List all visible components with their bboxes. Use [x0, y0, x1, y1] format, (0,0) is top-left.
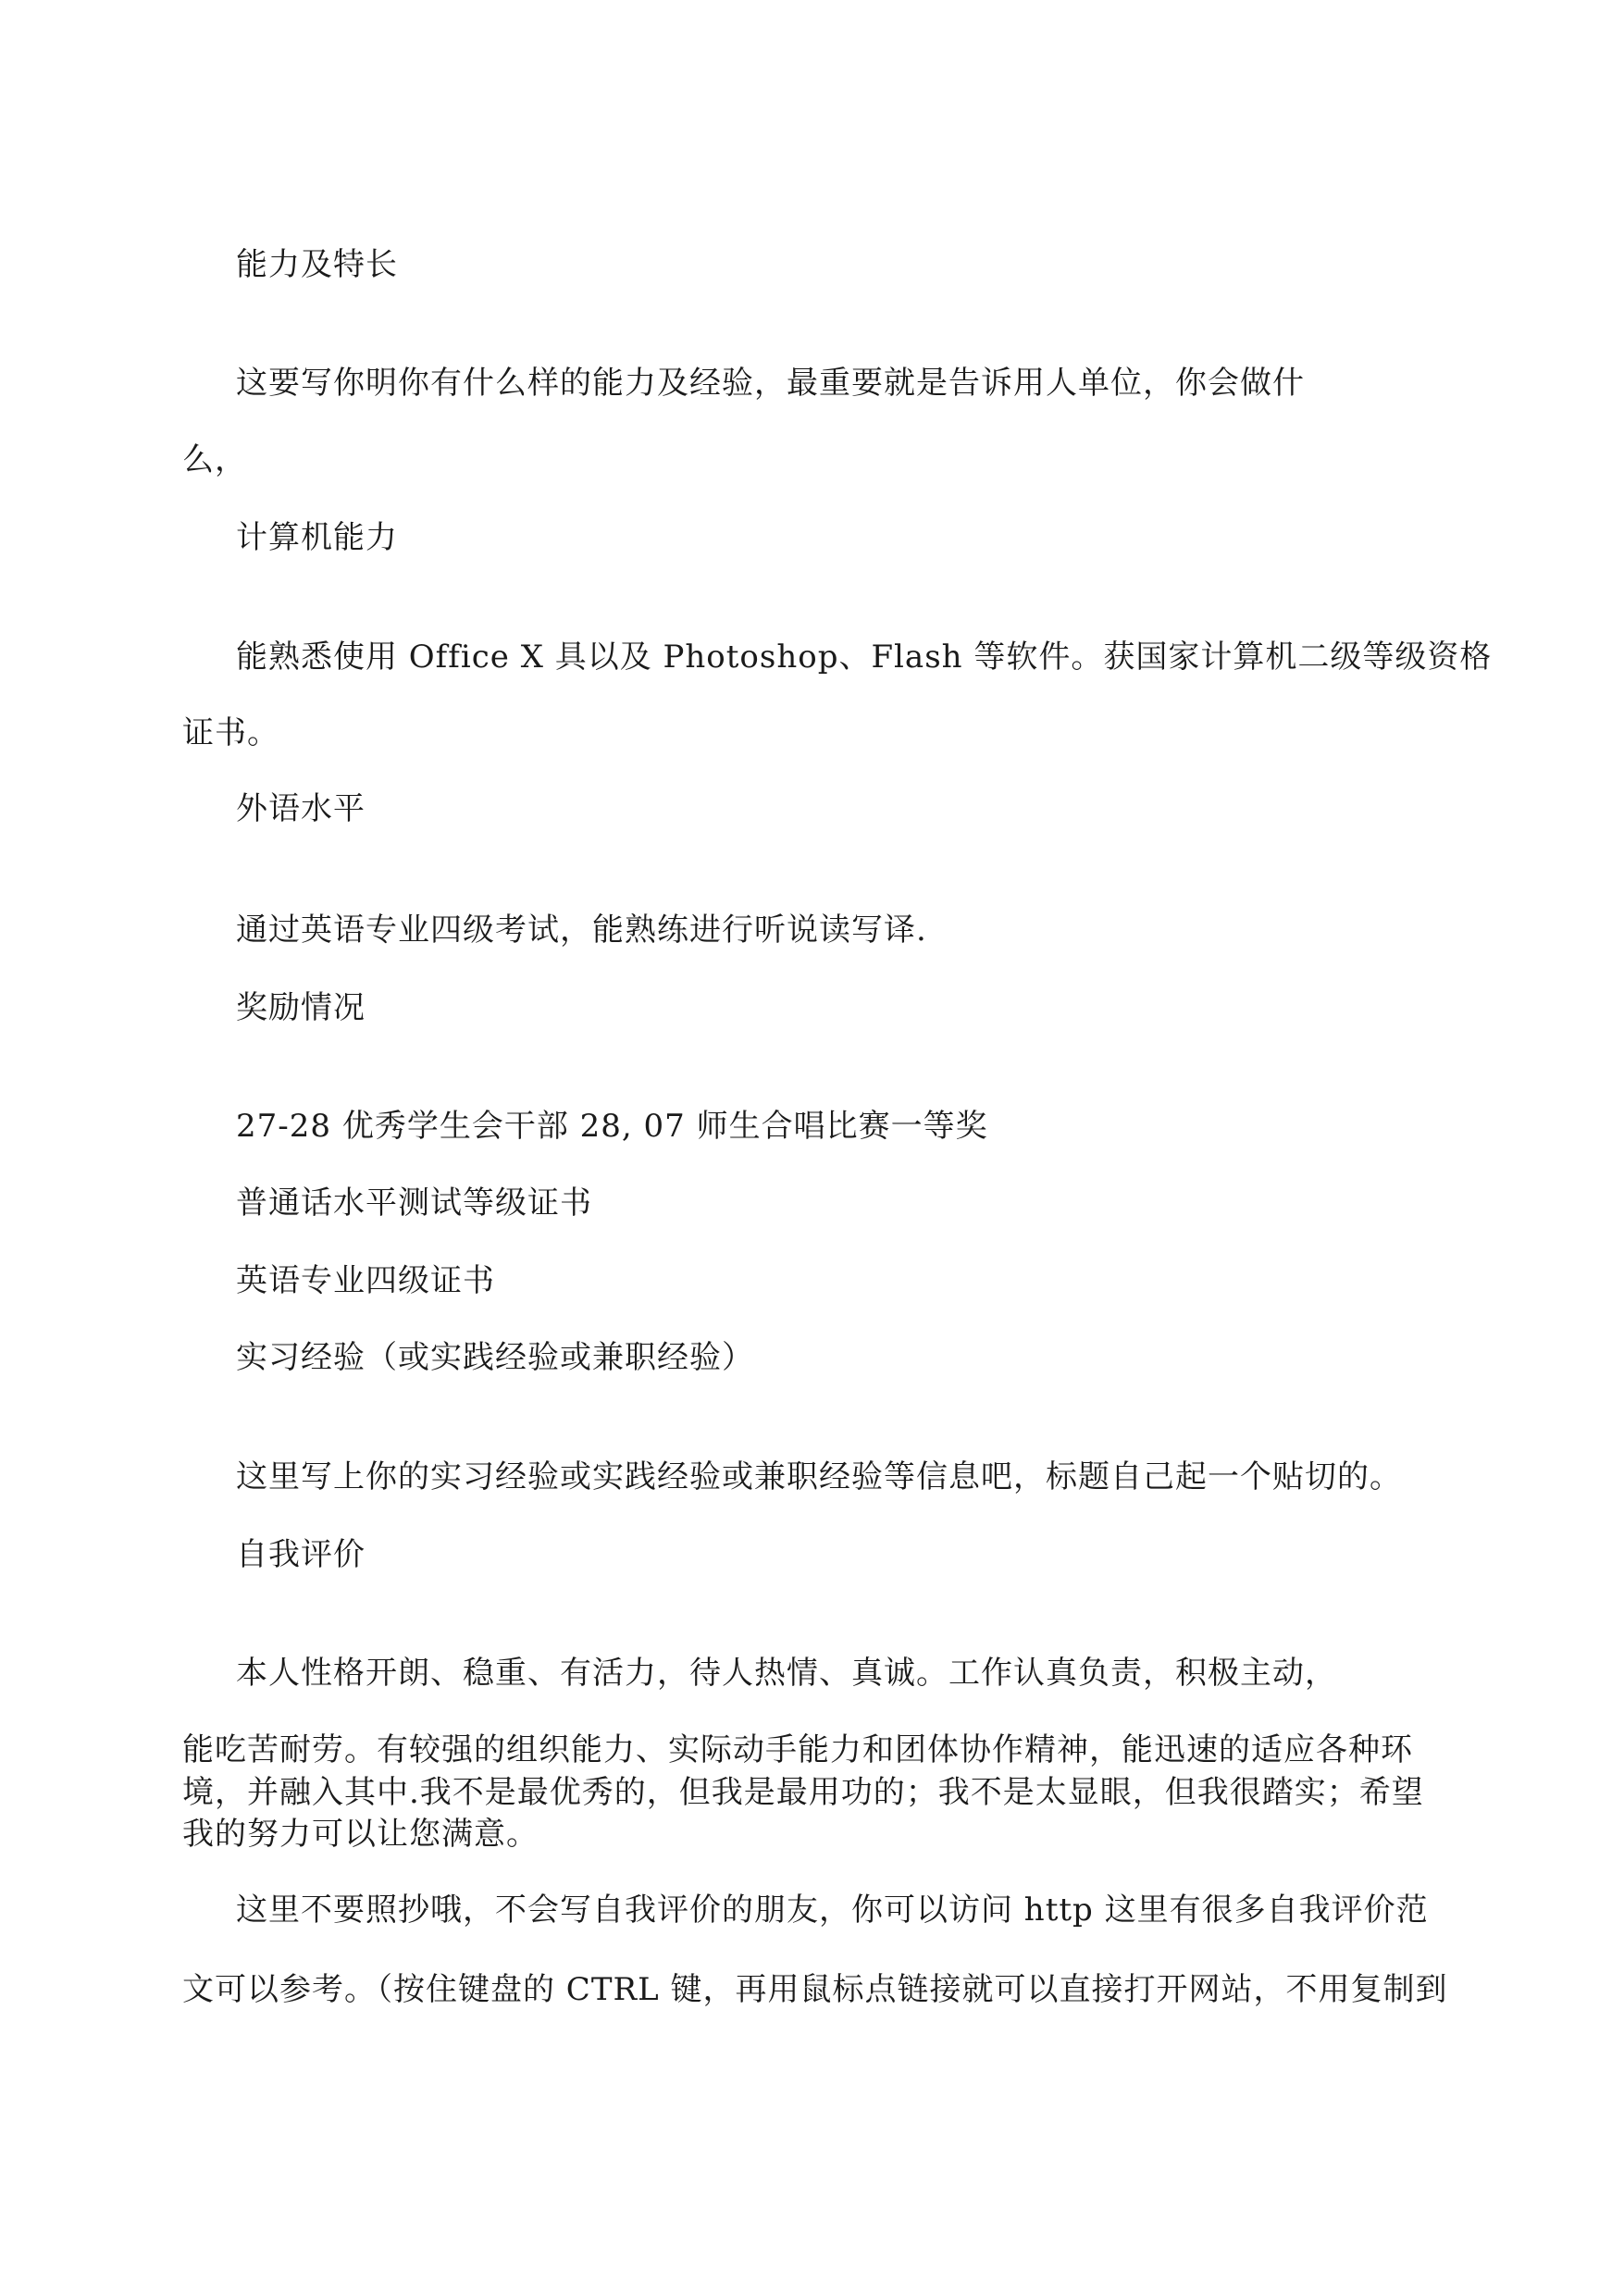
paragraph-line: 文可以参考。（按住键盘的 CTRL 键，再用鼠标点链接就可以直接打开网站，不用复制到	[182, 1971, 1448, 2008]
paragraph-line: 通过英语专业四级考试，能熟练进行听说读写译.	[236, 912, 927, 949]
award-item: 英语专业四级证书	[236, 1262, 495, 1299]
paragraph-line: 能吃苦耐劳。有较强的组织能力、实际动手能力和团体协作精神，能迅速的适应各种环	[182, 1731, 1413, 1768]
paragraph-line: 这里不要照抄哦，不会写自我评价的朋友，你可以访问 http 这里有很多自我评价范	[236, 1892, 1429, 1929]
paragraph-line: 这要写你明你有什么样的能力及经验，最重要就是告诉用人单位，你会做什	[236, 365, 1305, 402]
award-item: 普通话水平测试等级证书	[236, 1185, 592, 1222]
heading-self-evaluation: 自我评价	[236, 1536, 366, 1573]
paragraph-line: 么，	[182, 441, 247, 478]
heading-internship: 实习经验（或实践经验或兼职经验）	[236, 1339, 754, 1376]
heading-awards: 奖励情况	[236, 989, 366, 1026]
paragraph-line: 证书。	[182, 714, 279, 751]
paragraph-line: 这里写上你的实习经验或实践经验或兼职经验等信息吧，标题自己起一个贴切的。	[236, 1458, 1402, 1495]
paragraph-line: 境，并融入其中.我不是最优秀的，但我是最用功的；我不是太显眼，但我很踏实；希望	[182, 1774, 1424, 1811]
paragraph-line: 能熟悉使用 Office X 具以及 Photoshop、Flash 等软件。获国家计算机二级等级资格	[236, 639, 1493, 676]
heading-foreign-language: 外语水平	[236, 790, 366, 827]
award-item: 27-28 优秀学生会干部 28, 07 师生合唱比赛一等奖	[236, 1108, 988, 1145]
paragraph-line: 本人性格开朗、稳重、有活力，待人热情、真诚。工作认真负责，积极主动，	[236, 1655, 1337, 1692]
heading-computer-skills: 计算机能力	[236, 519, 398, 556]
paragraph-line: 我的努力可以让您满意。	[182, 1816, 539, 1853]
heading-abilities: 能力及特长	[236, 246, 398, 283]
